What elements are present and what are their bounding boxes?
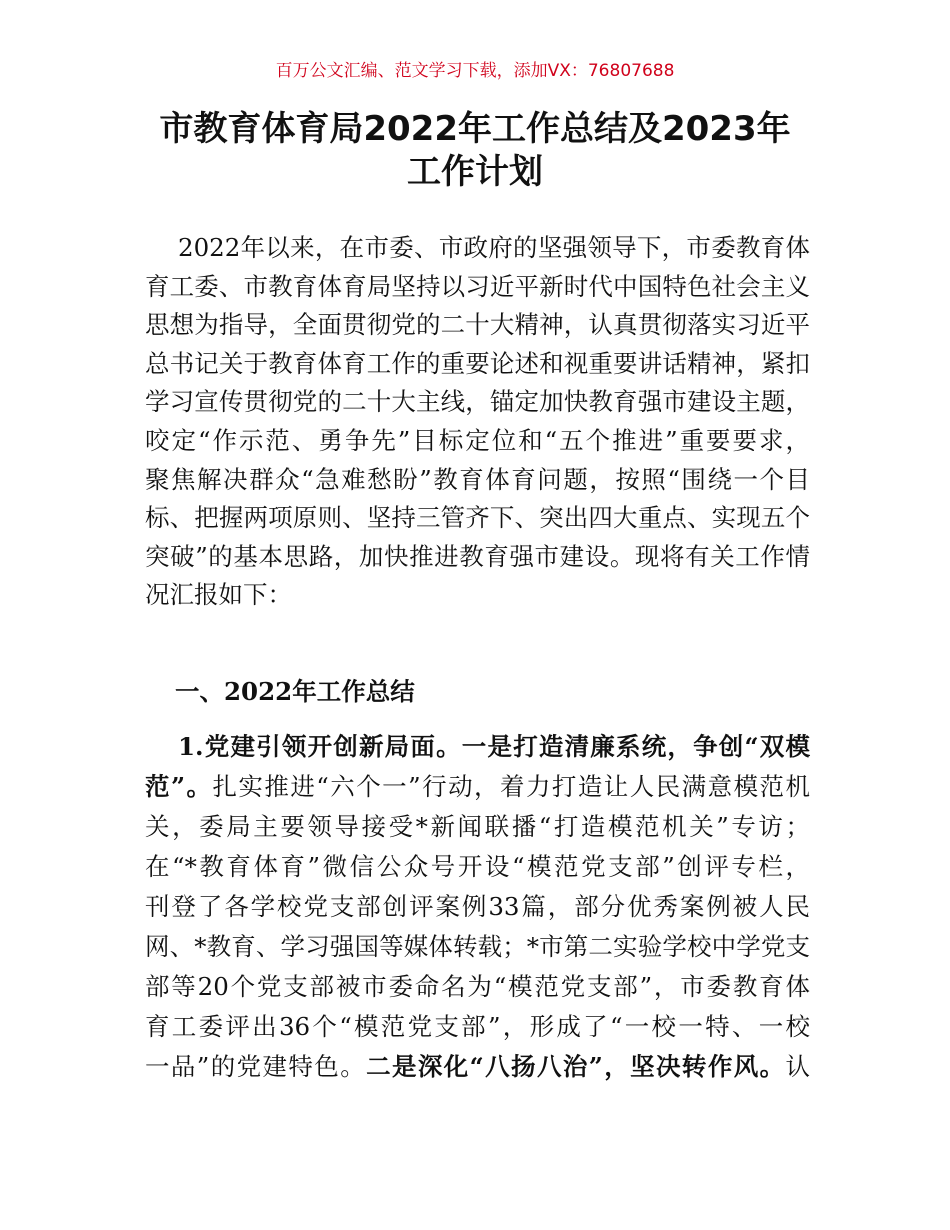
paragraph-line: 部等20个党支部被市委命名为“模范党支部”，市委教育体: [145, 972, 810, 1001]
title-line-1: 市教育体育局2022年工作总结及2023年: [159, 109, 791, 149]
bold-run: 二是深化“八扬八治”，坚决转作风。: [366, 1052, 786, 1081]
paragraph-line: [145, 767, 810, 807]
paragraph-line: 咬定“作示范、勇争先”目标定位和“五个推进”重要要求，: [145, 425, 810, 455]
paragraph-line: 聚焦解决群众“急难愁盼”教育体育问题，按照“围绕一个目: [145, 464, 810, 494]
paragraph-line: [145, 1047, 810, 1087]
paragraph-line: 育工委评出36个“模范党支部”，形成了“一校一特、一校: [145, 1012, 810, 1041]
watermark-banner: 百万公文汇编、范文学习下载，添加VX：76807688: [275, 61, 675, 81]
paragraph-line: 况汇报如下：: [145, 580, 292, 610]
text-run: 认: [785, 1052, 810, 1081]
document-title: [100, 108, 850, 194]
paragraph-line: 育工委、市教育体育局坚持以习近平新时代中国特色社会主义: [145, 271, 810, 301]
text-run: 扎实推进“六个一”行动，着力打造让人民满意模范机: [212, 772, 810, 801]
paragraph-line: 刊登了各学校党支部创评案例33篇，部分优秀案例被人民: [145, 892, 810, 921]
bold-run: 1.党建引领开创新局面。一是打造清廉系统，争创“双模: [178, 732, 810, 761]
paragraph-line: 标、把握两项原则、坚持三管齐下、突出四大重点、实现五个: [145, 503, 810, 533]
paragraph-line: 2022年以来，在市委、市政府的坚强领导下，市委教育体: [178, 233, 810, 262]
bold-run: 范”。: [145, 772, 213, 801]
paragraph-line: 突破”的基本思路，加快推进教育强市建设。现将有关工作情: [145, 541, 810, 571]
section-paragraph: [145, 727, 810, 1087]
title-line-2: 工作计划: [407, 152, 543, 192]
paragraph-line: 在“*教育体育”微信公众号开设“模范党支部”创评专栏，: [145, 852, 810, 881]
text-run: 一品”的党建特色。: [145, 1052, 367, 1081]
intro-paragraph: [145, 229, 810, 615]
paragraph-line: 学习宣传贯彻党的二十大主线，锚定加快教育强市建设主题，: [145, 387, 810, 417]
section-heading: 一、2022年工作总结: [175, 677, 415, 706]
paragraph-line: 关，委局主要领导接受*新闻联播“打造模范机关”专访；: [145, 812, 810, 841]
paragraph-line: 网、*教育、学习强国等媒体转载；*市第二实验学校中学党支: [145, 932, 810, 961]
paragraph-line: 思想为指导，全面贯彻党的二十大精神，认真贯彻落实习近平: [145, 310, 810, 340]
paragraph-line: [145, 727, 810, 767]
paragraph-line: 总书记关于教育体育工作的重要论述和视重要讲话精神，紧扣: [145, 348, 810, 378]
